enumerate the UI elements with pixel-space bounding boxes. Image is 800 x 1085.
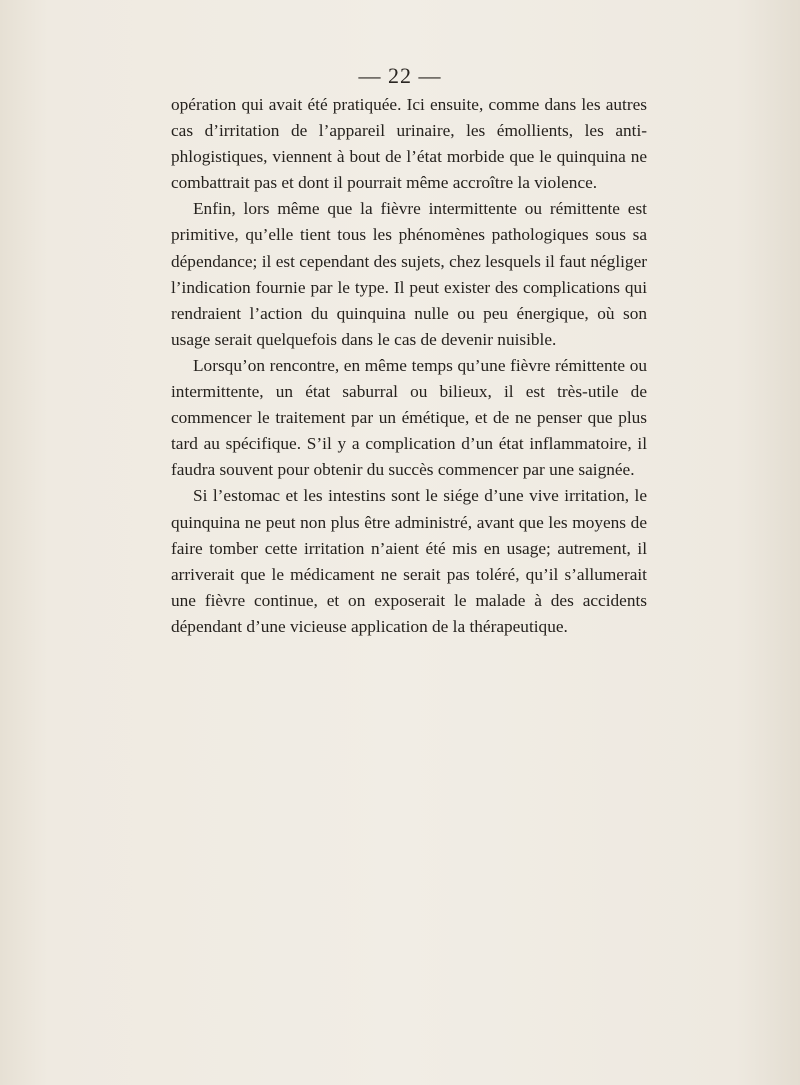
page-body bbox=[171, 92, 647, 640]
paragraph-1: opération qui avait été pratiquée. Ici ensuite, comme dans les autres cas d’irritation de l’appareil urinaire, les émollients, les anti-phlogistiques, viennent à bout de l’état morbide que le quinquina ne combattrait pas et dont il pourrait même accroître la violence. bbox=[171, 95, 647, 193]
paragraph-3: Lorsqu’on rencontre, en même temps qu’une fièvre rémittente ou intermittente, un état saburral ou bilieux, il est très-utile de commencer le traitement par un émétique, et de ne penser que plus tard au spécifique. S’il y a complication d’un état inflammatoire, il faudra souvent pour obtenir du succès commencer par une saignée. bbox=[171, 355, 647, 480]
paragraph-4: Si l’estomac et les intestins sont le siége d’une vive irritation, le quinquina ne peut non plus être administré, avant que les moyens de faire tomber cette irritation n’aient été mis en usage; autrement, il arriverait que le médicament ne serait pas toléré, qu’il s’allumerait une fièvre continue, et on exposerait le malade à des accidents dépendant d’une vicieuse application de la thérapeutique. bbox=[171, 486, 647, 636]
page-number: — 22 — bbox=[358, 63, 442, 88]
paragraph-2: Enfin, lors même que la fièvre intermittente ou rémittente est primitive, qu’elle tient tous les phénomènes pathologiques sous sa dépendance; il est cependant des sujets, chez lesquels il faut négliger l’indication fournie par le type. Il peut exister des complications qui rendraient l’action du quinquina nulle ou peu énergique, où son usage serait quelquefois dans le cas de devenir nuisible. bbox=[171, 199, 647, 349]
